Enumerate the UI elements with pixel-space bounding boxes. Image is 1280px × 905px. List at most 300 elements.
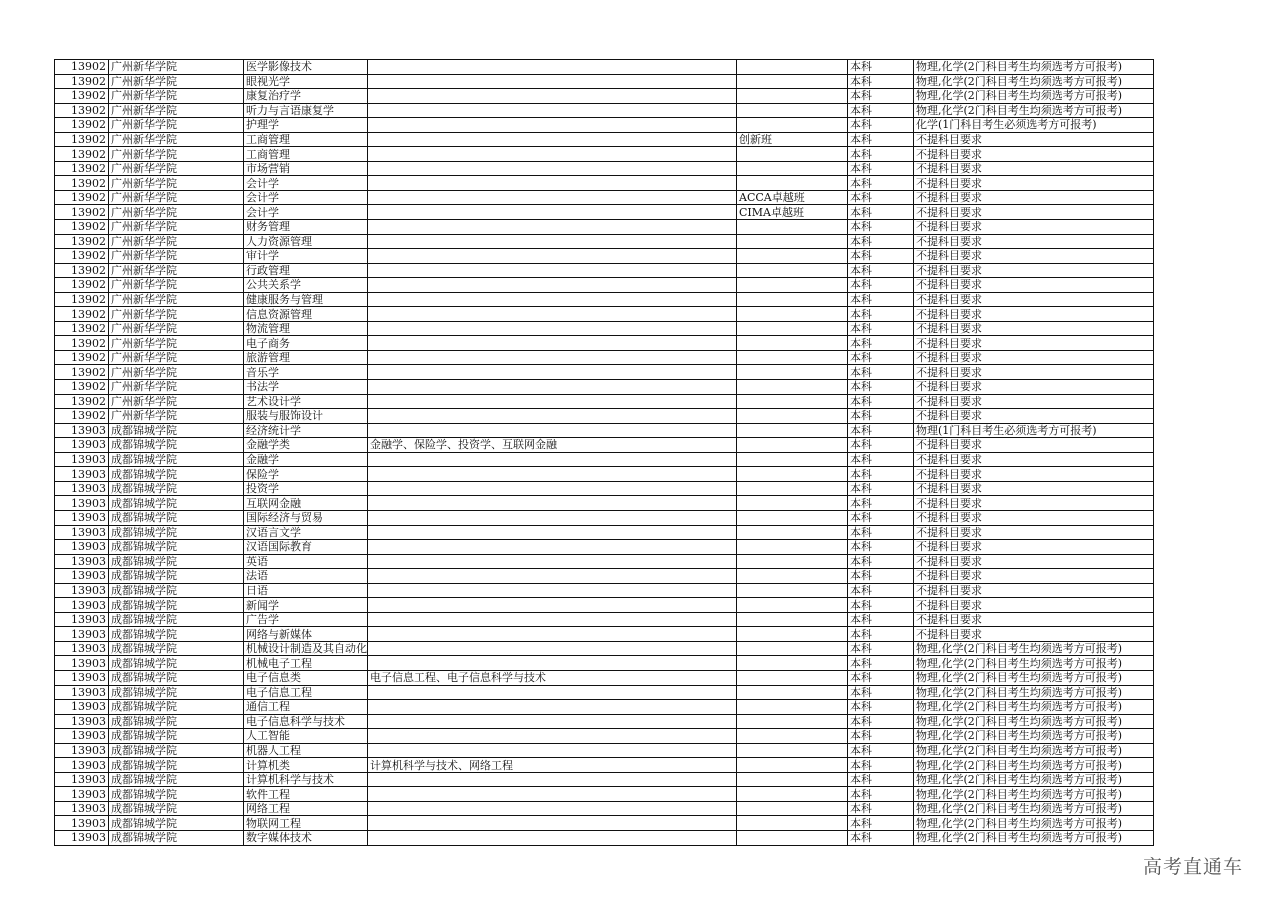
subject-requirement-cell: 不提科目要求	[914, 380, 1154, 395]
note-cell	[737, 627, 848, 642]
school-name-cell: 成都锦城学院	[109, 772, 244, 787]
school-name-cell: 广州新华学院	[109, 394, 244, 409]
major-name-cell: 公共关系学	[244, 278, 368, 293]
school-name-cell: 广州新华学院	[109, 190, 244, 205]
table-body	[55, 60, 1154, 846]
subject-requirement-cell: 物理,化学(2门科目考生均须选考方可报考)	[914, 60, 1154, 75]
school-name-cell: 成都锦城学院	[109, 641, 244, 656]
table-row	[55, 292, 1154, 307]
school-code-cell: 13902	[55, 292, 109, 307]
included-majors-cell	[368, 103, 737, 118]
table-row	[55, 205, 1154, 220]
major-name-cell: 市场营销	[244, 161, 368, 176]
note-cell	[737, 772, 848, 787]
school-code-cell: 13903	[55, 423, 109, 438]
included-majors-cell	[368, 700, 737, 715]
school-name-cell: 广州新华学院	[109, 409, 244, 424]
subject-requirement-cell: 物理,化学(2门科目考生均须选考方可报考)	[914, 74, 1154, 89]
school-code-cell: 13903	[55, 772, 109, 787]
note-cell	[737, 147, 848, 162]
major-name-cell: 网络工程	[244, 801, 368, 816]
included-majors-cell	[368, 205, 737, 220]
school-name-cell: 广州新华学院	[109, 321, 244, 336]
note-cell	[737, 656, 848, 671]
table-row	[55, 394, 1154, 409]
note-cell	[737, 336, 848, 351]
included-majors-cell	[368, 772, 737, 787]
level-cell: 本科	[848, 380, 914, 395]
table-row	[55, 249, 1154, 264]
included-majors-cell	[368, 598, 737, 613]
subject-requirement-cell: 不提科目要求	[914, 452, 1154, 467]
table-row	[55, 758, 1154, 773]
school-code-cell: 13902	[55, 307, 109, 322]
level-cell: 本科	[848, 612, 914, 627]
included-majors-cell	[368, 74, 737, 89]
note-cell	[737, 510, 848, 525]
major-name-cell: 互联网金融	[244, 496, 368, 511]
major-name-cell: 软件工程	[244, 787, 368, 802]
level-cell: 本科	[848, 598, 914, 613]
table-row	[55, 627, 1154, 642]
note-cell	[737, 89, 848, 104]
included-majors-cell	[368, 685, 737, 700]
subject-requirement-cell: 不提科目要求	[914, 161, 1154, 176]
school-code-cell: 13902	[55, 321, 109, 336]
included-majors-cell	[368, 525, 737, 540]
major-name-cell: 会计学	[244, 205, 368, 220]
major-name-cell: 国际经济与贸易	[244, 510, 368, 525]
subject-requirement-cell: 不提科目要求	[914, 598, 1154, 613]
note-cell	[737, 118, 848, 133]
subject-requirement-cell: 物理,化学(2门科目考生均须选考方可报考)	[914, 787, 1154, 802]
included-majors-cell	[368, 569, 737, 584]
level-cell: 本科	[848, 103, 914, 118]
included-majors-cell	[368, 321, 737, 336]
note-cell	[737, 583, 848, 598]
table-row	[55, 510, 1154, 525]
subject-requirement-cell: 不提科目要求	[914, 496, 1154, 511]
note-cell	[737, 249, 848, 264]
note-cell	[737, 714, 848, 729]
school-code-cell: 13903	[55, 714, 109, 729]
school-code-cell: 13903	[55, 467, 109, 482]
school-name-cell: 广州新华学院	[109, 161, 244, 176]
note-cell: 创新班	[737, 132, 848, 147]
note-cell	[737, 467, 848, 482]
school-code-cell: 13903	[55, 525, 109, 540]
school-code-cell: 13903	[55, 670, 109, 685]
note-cell	[737, 350, 848, 365]
level-cell: 本科	[848, 118, 914, 133]
level-cell: 本科	[848, 292, 914, 307]
school-code-cell: 13902	[55, 205, 109, 220]
subject-requirement-cell: 不提科目要求	[914, 554, 1154, 569]
school-code-cell: 13903	[55, 612, 109, 627]
subject-requirement-cell: 不提科目要求	[914, 510, 1154, 525]
note-cell	[737, 176, 848, 191]
level-cell: 本科	[848, 74, 914, 89]
school-name-cell: 广州新华学院	[109, 89, 244, 104]
level-cell: 本科	[848, 161, 914, 176]
school-name-cell: 成都锦城学院	[109, 627, 244, 642]
major-name-cell: 日语	[244, 583, 368, 598]
subject-requirement-cell: 不提科目要求	[914, 365, 1154, 380]
major-name-cell: 新闻学	[244, 598, 368, 613]
school-code-cell: 13903	[55, 481, 109, 496]
major-name-cell: 机器人工程	[244, 743, 368, 758]
note-cell	[737, 278, 848, 293]
level-cell: 本科	[848, 467, 914, 482]
school-name-cell: 成都锦城学院	[109, 612, 244, 627]
school-code-cell: 13903	[55, 438, 109, 453]
note-cell	[737, 394, 848, 409]
school-name-cell: 广州新华学院	[109, 365, 244, 380]
level-cell: 本科	[848, 263, 914, 278]
major-name-cell: 法语	[244, 569, 368, 584]
level-cell: 本科	[848, 205, 914, 220]
note-cell	[737, 554, 848, 569]
note-cell	[737, 830, 848, 845]
school-code-cell: 13902	[55, 409, 109, 424]
school-name-cell: 广州新华学院	[109, 263, 244, 278]
major-requirements-table	[54, 59, 1154, 846]
level-cell: 本科	[848, 249, 914, 264]
school-name-cell: 广州新华学院	[109, 278, 244, 293]
subject-requirement-cell: 不提科目要求	[914, 176, 1154, 191]
level-cell: 本科	[848, 670, 914, 685]
subject-requirement-cell: 物理,化学(2门科目考生均须选考方可报考)	[914, 103, 1154, 118]
included-majors-cell	[368, 307, 737, 322]
major-name-cell: 会计学	[244, 176, 368, 191]
school-name-cell: 广州新华学院	[109, 234, 244, 249]
table-row	[55, 787, 1154, 802]
major-name-cell: 数字媒体技术	[244, 830, 368, 845]
table-row	[55, 89, 1154, 104]
school-code-cell: 13903	[55, 510, 109, 525]
level-cell: 本科	[848, 132, 914, 147]
subject-requirement-cell: 不提科目要求	[914, 278, 1154, 293]
table-row	[55, 569, 1154, 584]
included-majors-cell	[368, 830, 737, 845]
level-cell: 本科	[848, 496, 914, 511]
subject-requirement-cell: 物理,化学(2门科目考生均须选考方可报考)	[914, 830, 1154, 845]
note-cell	[737, 685, 848, 700]
note-cell	[737, 452, 848, 467]
table-row	[55, 60, 1154, 75]
subject-requirement-cell: 不提科目要求	[914, 540, 1154, 555]
subject-requirement-cell: 物理,化学(2门科目考生均须选考方可报考)	[914, 758, 1154, 773]
level-cell: 本科	[848, 481, 914, 496]
school-name-cell: 广州新华学院	[109, 350, 244, 365]
note-cell	[737, 612, 848, 627]
included-majors-cell	[368, 729, 737, 744]
school-name-cell: 成都锦城学院	[109, 467, 244, 482]
table-row	[55, 409, 1154, 424]
subject-requirement-cell: 不提科目要求	[914, 583, 1154, 598]
note-cell	[737, 423, 848, 438]
school-name-cell: 广州新华学院	[109, 249, 244, 264]
major-name-cell: 康复治疗学	[244, 89, 368, 104]
table-row	[55, 816, 1154, 831]
subject-requirement-cell: 不提科目要求	[914, 249, 1154, 264]
table-row	[55, 263, 1154, 278]
major-name-cell: 电子信息工程	[244, 685, 368, 700]
school-name-cell: 广州新华学院	[109, 220, 244, 235]
included-majors-cell	[368, 496, 737, 511]
note-cell	[737, 481, 848, 496]
school-name-cell: 成都锦城学院	[109, 496, 244, 511]
school-code-cell: 13903	[55, 830, 109, 845]
level-cell: 本科	[848, 307, 914, 322]
major-name-cell: 人工智能	[244, 729, 368, 744]
included-majors-cell: 计算机科学与技术、网络工程	[368, 758, 737, 773]
included-majors-cell	[368, 292, 737, 307]
subject-requirement-cell: 物理,化学(2门科目考生均须选考方可报考)	[914, 700, 1154, 715]
school-code-cell: 13903	[55, 627, 109, 642]
level-cell: 本科	[848, 423, 914, 438]
subject-requirement-cell: 不提科目要求	[914, 220, 1154, 235]
table-row	[55, 438, 1154, 453]
level-cell: 本科	[848, 89, 914, 104]
note-cell	[737, 758, 848, 773]
subject-requirement-cell: 物理,化学(2门科目考生均须选考方可报考)	[914, 801, 1154, 816]
subject-requirement-cell: 物理,化学(2门科目考生均须选考方可报考)	[914, 729, 1154, 744]
level-cell: 本科	[848, 365, 914, 380]
level-cell: 本科	[848, 540, 914, 555]
school-code-cell: 13902	[55, 118, 109, 133]
note-cell	[737, 801, 848, 816]
table-row	[55, 540, 1154, 555]
included-majors-cell	[368, 510, 737, 525]
included-majors-cell	[368, 234, 737, 249]
subject-requirement-cell: 物理,化学(2门科目考生均须选考方可报考)	[914, 656, 1154, 671]
school-name-cell: 广州新华学院	[109, 292, 244, 307]
subject-requirement-cell: 不提科目要求	[914, 292, 1154, 307]
included-majors-cell	[368, 656, 737, 671]
subject-requirement-cell: 不提科目要求	[914, 612, 1154, 627]
school-name-cell: 成都锦城学院	[109, 510, 244, 525]
level-cell: 本科	[848, 147, 914, 162]
school-name-cell: 广州新华学院	[109, 132, 244, 147]
table-row	[55, 700, 1154, 715]
table-row	[55, 525, 1154, 540]
level-cell: 本科	[848, 801, 914, 816]
school-code-cell: 13903	[55, 540, 109, 555]
level-cell: 本科	[848, 772, 914, 787]
subject-requirement-cell: 不提科目要求	[914, 525, 1154, 540]
major-name-cell: 听力与言语康复学	[244, 103, 368, 118]
level-cell: 本科	[848, 758, 914, 773]
subject-requirement-cell: 不提科目要求	[914, 336, 1154, 351]
subject-requirement-cell: 物理,化学(2门科目考生均须选考方可报考)	[914, 714, 1154, 729]
major-name-cell: 财务管理	[244, 220, 368, 235]
table-row	[55, 612, 1154, 627]
level-cell: 本科	[848, 438, 914, 453]
school-code-cell: 13902	[55, 263, 109, 278]
table-row	[55, 321, 1154, 336]
included-majors-cell	[368, 60, 737, 75]
major-name-cell: 眼视光学	[244, 74, 368, 89]
major-name-cell: 工商管理	[244, 132, 368, 147]
table-row	[55, 772, 1154, 787]
level-cell: 本科	[848, 583, 914, 598]
subject-requirement-cell: 不提科目要求	[914, 307, 1154, 322]
level-cell: 本科	[848, 176, 914, 191]
note-cell	[737, 380, 848, 395]
school-name-cell: 成都锦城学院	[109, 685, 244, 700]
level-cell: 本科	[848, 394, 914, 409]
table-row	[55, 743, 1154, 758]
note-cell	[737, 321, 848, 336]
school-name-cell: 广州新华学院	[109, 60, 244, 75]
school-name-cell: 成都锦城学院	[109, 758, 244, 773]
table-row	[55, 147, 1154, 162]
school-code-cell: 13903	[55, 452, 109, 467]
subject-requirement-cell: 物理,化学(2门科目考生均须选考方可报考)	[914, 641, 1154, 656]
table-row	[55, 729, 1154, 744]
subject-requirement-cell: 物理,化学(2门科目考生均须选考方可报考)	[914, 685, 1154, 700]
school-name-cell: 成都锦城学院	[109, 670, 244, 685]
major-name-cell: 会计学	[244, 190, 368, 205]
level-cell: 本科	[848, 743, 914, 758]
table-row	[55, 423, 1154, 438]
table-row	[55, 598, 1154, 613]
major-name-cell: 广告学	[244, 612, 368, 627]
note-cell: ACCA卓越班	[737, 190, 848, 205]
note-cell	[737, 540, 848, 555]
note-cell	[737, 409, 848, 424]
table-row	[55, 161, 1154, 176]
major-name-cell: 服装与服饰设计	[244, 409, 368, 424]
included-majors-cell	[368, 801, 737, 816]
note-cell	[737, 74, 848, 89]
school-name-cell: 成都锦城学院	[109, 787, 244, 802]
subject-requirement-cell: 化学(1门科目考生必须选考方可报考)	[914, 118, 1154, 133]
subject-requirement-cell: 不提科目要求	[914, 627, 1154, 642]
school-name-cell: 成都锦城学院	[109, 700, 244, 715]
major-name-cell: 人力资源管理	[244, 234, 368, 249]
level-cell: 本科	[848, 350, 914, 365]
school-code-cell: 13902	[55, 365, 109, 380]
school-code-cell: 13902	[55, 89, 109, 104]
subject-requirement-cell: 不提科目要求	[914, 409, 1154, 424]
school-name-cell: 广州新华学院	[109, 118, 244, 133]
school-name-cell: 广州新华学院	[109, 103, 244, 118]
included-majors-cell	[368, 743, 737, 758]
table-row	[55, 830, 1154, 845]
table-row	[55, 641, 1154, 656]
note-cell	[737, 598, 848, 613]
school-code-cell: 13903	[55, 729, 109, 744]
table-row	[55, 481, 1154, 496]
major-name-cell: 护理学	[244, 118, 368, 133]
table-row	[55, 74, 1154, 89]
school-code-cell: 13903	[55, 641, 109, 656]
subject-requirement-cell: 物理,化学(2门科目考生均须选考方可报考)	[914, 743, 1154, 758]
subject-requirement-cell: 不提科目要求	[914, 234, 1154, 249]
level-cell: 本科	[848, 729, 914, 744]
table-row	[55, 307, 1154, 322]
school-code-cell: 13903	[55, 801, 109, 816]
included-majors-cell	[368, 714, 737, 729]
major-name-cell: 工商管理	[244, 147, 368, 162]
school-code-cell: 13902	[55, 161, 109, 176]
level-cell: 本科	[848, 569, 914, 584]
table-row	[55, 118, 1154, 133]
included-majors-cell	[368, 132, 737, 147]
note-cell	[737, 700, 848, 715]
major-name-cell: 行政管理	[244, 263, 368, 278]
major-name-cell: 旅游管理	[244, 350, 368, 365]
major-name-cell: 书法学	[244, 380, 368, 395]
subject-requirement-cell: 不提科目要求	[914, 132, 1154, 147]
subject-requirement-cell: 不提科目要求	[914, 321, 1154, 336]
note-cell	[737, 438, 848, 453]
major-name-cell: 通信工程	[244, 700, 368, 715]
included-majors-cell	[368, 220, 737, 235]
school-code-cell: 13902	[55, 249, 109, 264]
major-name-cell: 机械设计制造及其自动化	[244, 641, 368, 656]
school-code-cell: 13902	[55, 132, 109, 147]
included-majors-cell	[368, 540, 737, 555]
level-cell: 本科	[848, 830, 914, 845]
major-name-cell: 网络与新媒体	[244, 627, 368, 642]
table-row	[55, 656, 1154, 671]
subject-requirement-cell: 物理(1门科目考生必须选考方可报考)	[914, 423, 1154, 438]
subject-requirement-cell: 不提科目要求	[914, 394, 1154, 409]
note-cell	[737, 103, 848, 118]
included-majors-cell	[368, 612, 737, 627]
school-code-cell: 13903	[55, 758, 109, 773]
note-cell	[737, 787, 848, 802]
major-name-cell: 汉语国际教育	[244, 540, 368, 555]
major-name-cell: 保险学	[244, 467, 368, 482]
note-cell	[737, 569, 848, 584]
school-name-cell: 成都锦城学院	[109, 598, 244, 613]
school-code-cell: 13903	[55, 743, 109, 758]
included-majors-cell	[368, 787, 737, 802]
note-cell	[737, 365, 848, 380]
note-cell	[737, 525, 848, 540]
school-name-cell: 广州新华学院	[109, 307, 244, 322]
subject-requirement-cell: 不提科目要求	[914, 481, 1154, 496]
included-majors-cell	[368, 89, 737, 104]
school-name-cell: 成都锦城学院	[109, 481, 244, 496]
included-majors-cell	[368, 336, 737, 351]
included-majors-cell: 电子信息工程、电子信息科学与技术	[368, 670, 737, 685]
table-row	[55, 583, 1154, 598]
watermark: 高考直通车	[1143, 856, 1244, 878]
note-cell	[737, 220, 848, 235]
subject-requirement-cell: 不提科目要求	[914, 467, 1154, 482]
table-row	[55, 103, 1154, 118]
level-cell: 本科	[848, 452, 914, 467]
included-majors-cell	[368, 627, 737, 642]
major-name-cell: 电子商务	[244, 336, 368, 351]
note-cell	[737, 816, 848, 831]
major-name-cell: 物流管理	[244, 321, 368, 336]
included-majors-cell	[368, 554, 737, 569]
table-row	[55, 380, 1154, 395]
included-majors-cell	[368, 190, 737, 205]
level-cell: 本科	[848, 220, 914, 235]
level-cell: 本科	[848, 60, 914, 75]
note-cell	[737, 670, 848, 685]
school-code-cell: 13902	[55, 350, 109, 365]
included-majors-cell	[368, 278, 737, 293]
table-row	[55, 670, 1154, 685]
